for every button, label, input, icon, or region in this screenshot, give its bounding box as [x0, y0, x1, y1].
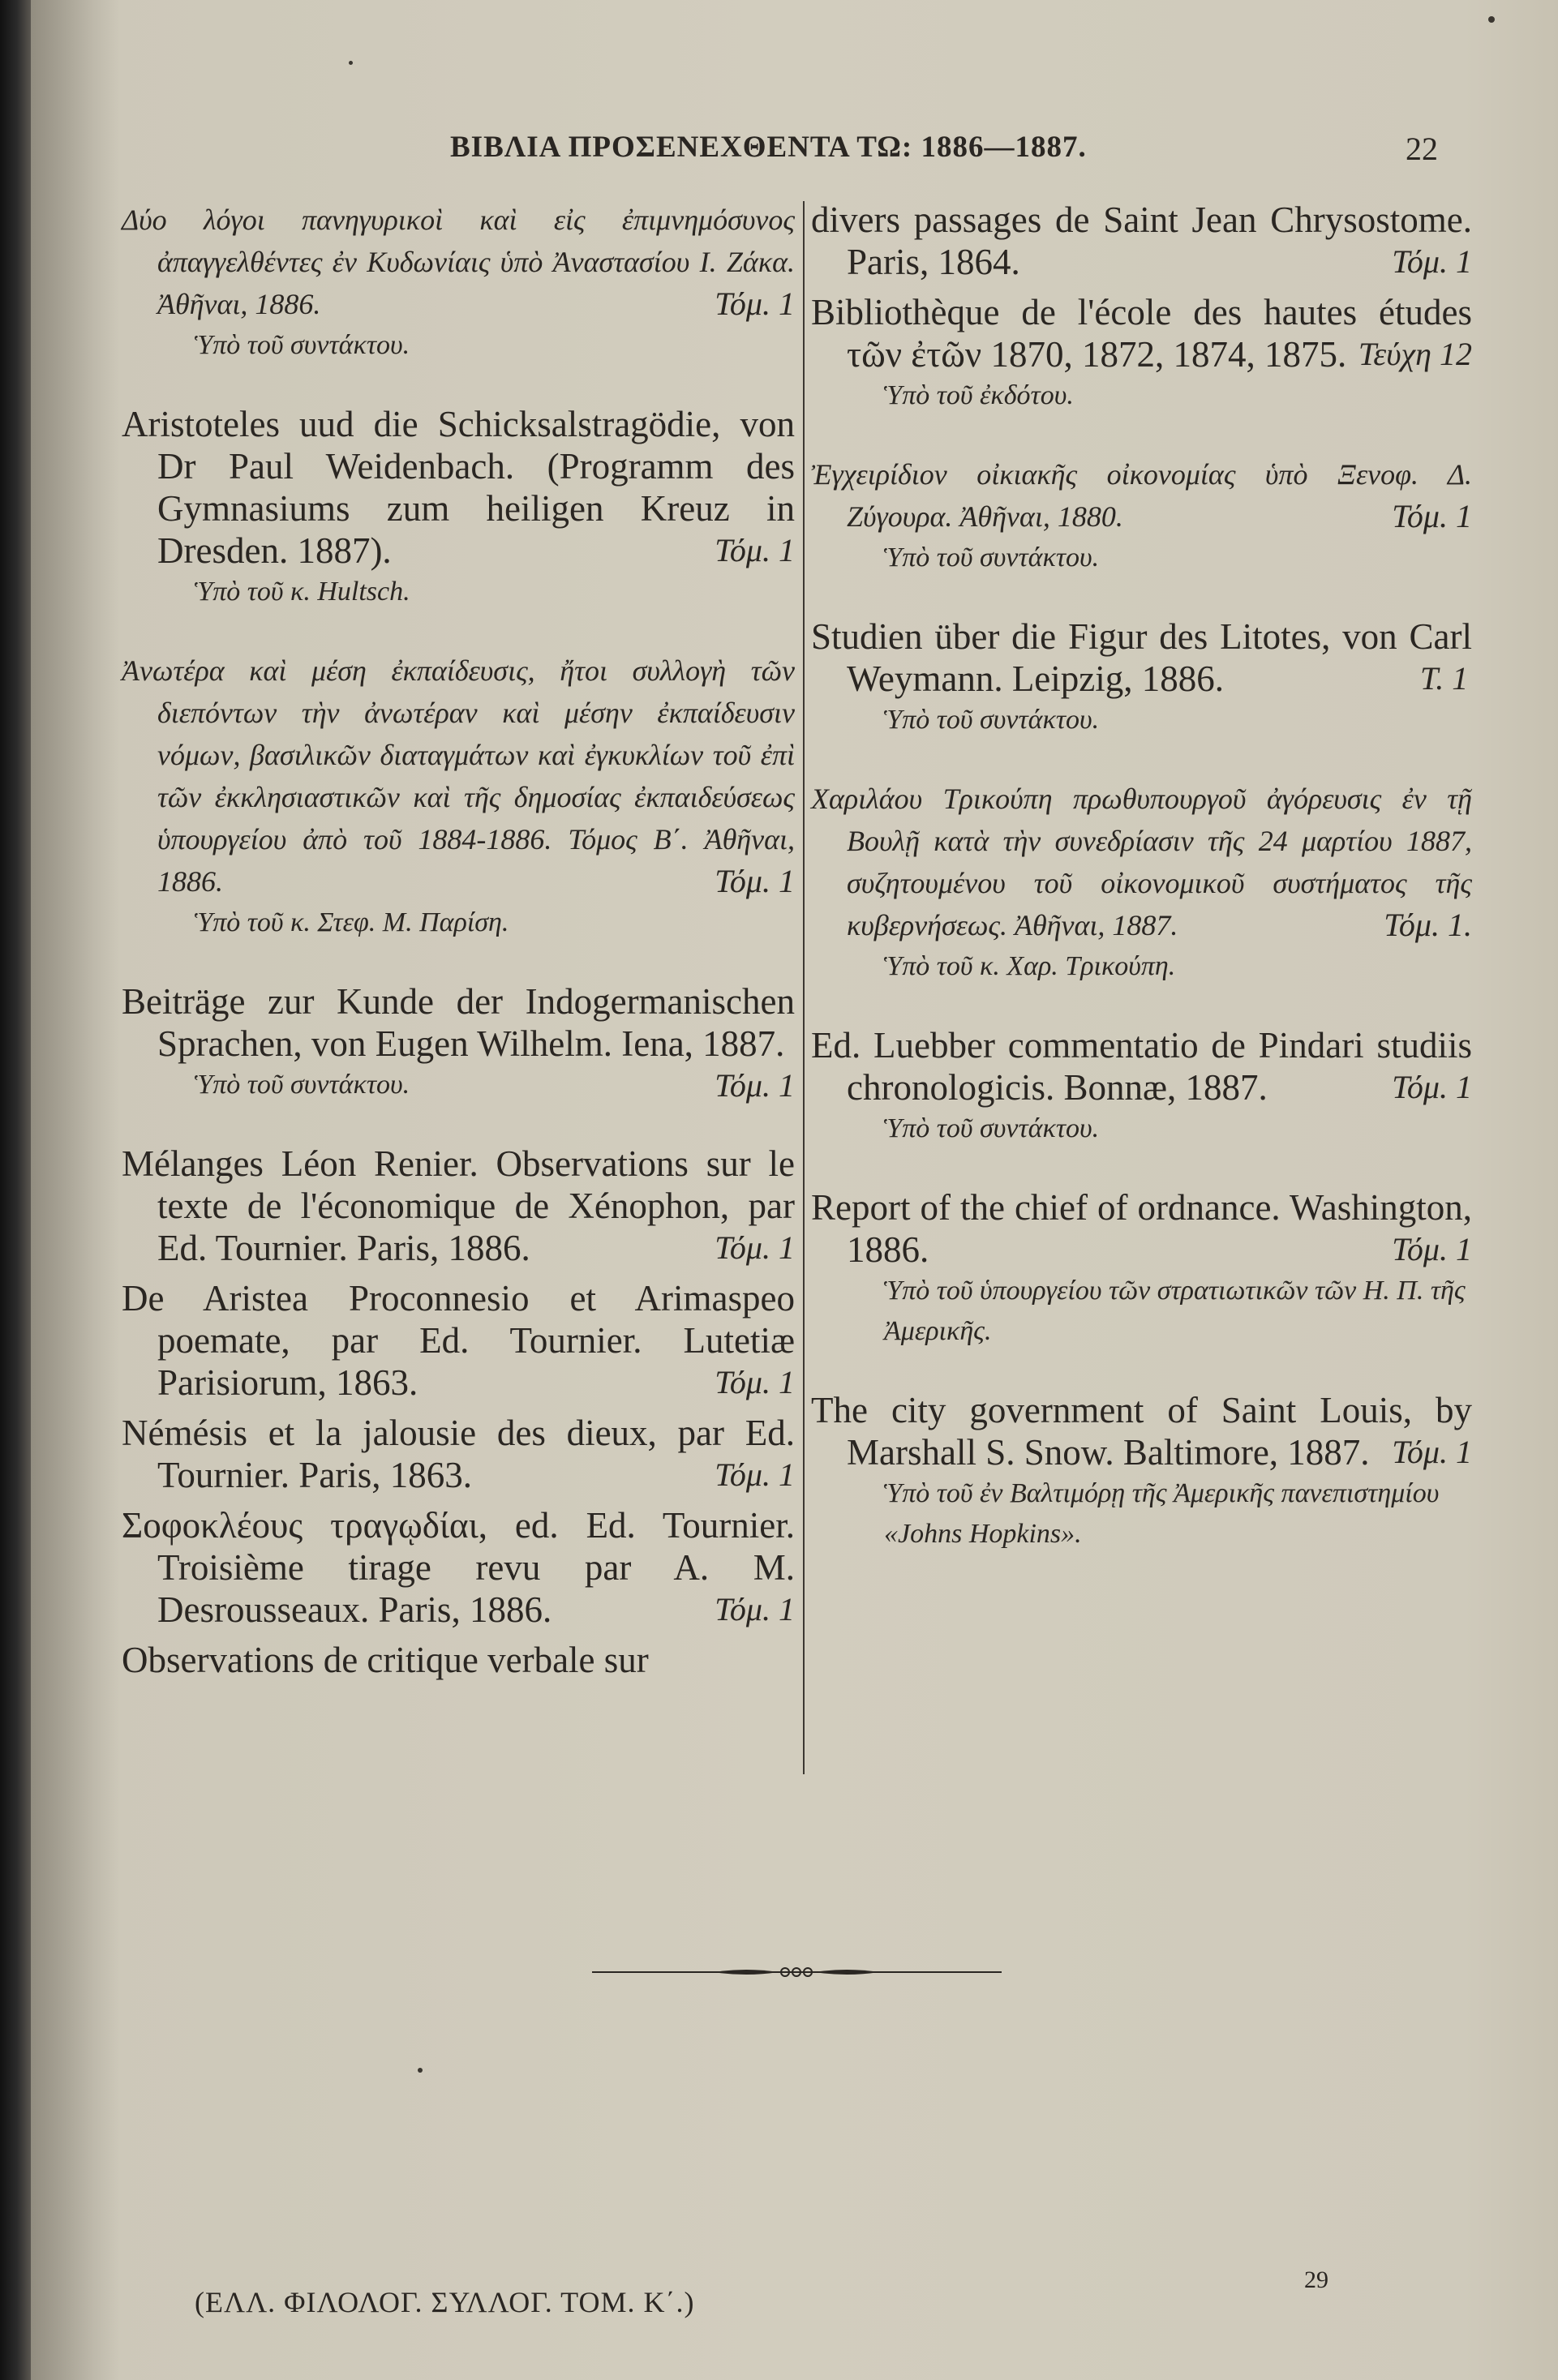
entry-title-text: Δύο λόγοι πανηγυρικοὶ καὶ εἰς ἐπιμνημόσυνος ἀπαγγελθέντες ἐν Κυδωνίαις ὑπὸ Ἀναστασίου Ι. Ζάκα. Ἀθῆναι, 1886. [122, 204, 795, 320]
entry-title [811, 778, 1472, 946]
entry-title-text: Beiträge zur Kunde der Indogermanischen Sprachen, von Eugen Wilhelm. Iena, 1887. [122, 981, 795, 1064]
entry-volume: Τόμ. 1 [715, 863, 795, 899]
entry-title [122, 1639, 795, 1681]
book-spine-shadow [0, 0, 31, 2380]
entry-title-text: Bibliothèque de l'école des hautes études τῶν ἐτῶν 1870, 1872, 1874, 1875. [811, 292, 1472, 375]
entry-spacer [122, 1105, 795, 1143]
catalog-entry [122, 1143, 795, 1269]
entry-title [122, 1277, 795, 1404]
entry-volume: Τόμ. 1 [715, 1456, 795, 1493]
entry-volume: Τόμ. 1 [715, 1067, 795, 1104]
footer-signature-number: 29 [1304, 2266, 1328, 2293]
entry-donor: Ὑπὸ τοῦ κ. Χαρ. Τρικούπη. [884, 951, 1176, 981]
paper-speck [349, 61, 353, 65]
running-header [0, 130, 1558, 178]
entry-title [811, 1186, 1472, 1271]
entry-volume: Τεύχη 12 [1358, 336, 1472, 372]
entry-title [122, 1143, 795, 1269]
entry-donor: Ὑπὸ τοῦ κ. Στεφ. Μ. Παρίση. [195, 907, 509, 937]
catalog-entry [122, 1639, 795, 1681]
entry-title [122, 1412, 795, 1496]
gutter-shadow [31, 0, 120, 2380]
entry-spacer [811, 1149, 1472, 1186]
entry-donor: Ὑπὸ τοῦ συντάκτου. [884, 705, 1100, 735]
entry-spacer [811, 578, 1472, 615]
entry-donor: Ὑπὸ τοῦ συντάκτου. [195, 1070, 410, 1100]
section-ornament [592, 1966, 1002, 1978]
paper-speck [418, 2068, 423, 2073]
entry-title-text: Observations de critique verbale sur [122, 1640, 649, 1680]
entry-title-text: Χαριλάου Τρικούπη πρωθυπουργοῦ ἀγόρευσις ἐν τῇ Βουλῇ κατὰ τὴν συνεδρίασιν τῆς 24 μαρτίου 1887, συζητουμένου τοῦ οἰκονομικοῦ συστήματος τῆς κυβερνήσεως. Ἀθῆναι, 1887. [811, 783, 1472, 941]
catalog-entry [811, 1186, 1472, 1352]
entry-volume: Τόμ. 1. [1384, 907, 1472, 943]
entry-spacer [122, 1404, 795, 1412]
entry-title-text: Σοφοκλέους τραγῳδίαι, ed. Ed. Tournier. Troisième tirage revu par A. M. Desrousseaux. Paris, 1886. [122, 1505, 795, 1630]
page-number: 22 [1406, 131, 1438, 167]
entry-volume: Τόμ. 1 [715, 1229, 795, 1266]
catalog-entry [811, 291, 1472, 416]
entry-title [122, 403, 795, 572]
footer-signature-note: (ΕΛΛ. ΦΙΛΟΛΟΓ. ΣΥΛΛΟΓ. ΤΟΜ. Κ΄.) [195, 2286, 695, 2318]
entry-volume: Τόμ. 1 [1392, 498, 1472, 534]
entry-donor: Ὑπὸ τοῦ ἐν Βαλτιμόρῃ τῆς Ἀμερικῆς πανεπιστημίου «Johns Hopkins». [884, 1478, 1440, 1549]
catalog-entry [122, 199, 795, 366]
paper-speck [1488, 16, 1495, 23]
catalog-entry [122, 1504, 795, 1631]
catalog-entry [122, 980, 795, 1105]
entry-title-text: Némésis et la jalousie des dieux, par Ed. Tournier. Paris, 1863. [122, 1413, 795, 1495]
entry-title [122, 1504, 795, 1631]
entry-title [811, 1024, 1472, 1109]
entry-spacer [811, 740, 1472, 778]
entry-title [811, 1389, 1472, 1473]
entry-spacer [122, 943, 795, 980]
entry-volume: Τόμ. 1 [1392, 1231, 1472, 1267]
entry-title-text: The city government of Saint Louis, by Marshall S. Snow. Baltimore, 1887. [811, 1390, 1472, 1473]
entry-donor: Ὑπὸ τοῦ ὑπουργείου τῶν στρατιωτικῶν τῶν Η. Π. τῆς Ἀμερικῆς. [884, 1276, 1466, 1346]
entry-title-text: divers passages de Saint Jean Chrysostome. Paris, 1864. [811, 199, 1472, 282]
entry-donor: Ὑπὸ τοῦ συντάκτου. [884, 542, 1100, 572]
header-title: ΒΙΒΛΙΑ ΠΡΟΣΕΝΕΧΘΕΝΤΑ ΤΩ: 1886—1887. [450, 131, 1087, 164]
column-divider [803, 201, 805, 1774]
catalog-entry [811, 778, 1472, 987]
entry-spacer [122, 1269, 795, 1277]
entry-title-text: Ἐγχειρίδιον οἰκιακῆς οἰκονομίας ὑπὸ Ξενοφ. Δ. Ζύγουρα. Ἀθῆναι, 1880. [811, 458, 1472, 533]
entry-title [122, 650, 795, 903]
entry-volume: Τ. 1 [1420, 660, 1469, 697]
entry-donor: Ὑπὸ τοῦ συντάκτου. [195, 330, 410, 360]
entry-title [811, 615, 1472, 700]
entry-title [122, 199, 795, 325]
entry-donor: Ὑπὸ τοῦ κ. Hultsch. [195, 577, 410, 607]
catalog-entry [122, 1277, 795, 1404]
catalog-entry [122, 650, 795, 943]
catalog-entry [811, 453, 1472, 578]
entry-title-text: Report of the chief of ordnance. Washington, 1886. [811, 1187, 1472, 1270]
entry-title [811, 453, 1472, 538]
entry-volume: Τόμ. 1 [1392, 1434, 1472, 1470]
entry-volume: Τόμ. 1 [715, 1591, 795, 1627]
entry-title-text: Mélanges Léon Renier. Observations sur le texte de l'économique de Xénophon, par Ed. Tournier. Paris, 1886. [122, 1143, 795, 1268]
entry-volume: Τόμ. 1 [715, 1364, 795, 1400]
entry-volume: Τόμ. 1 [1392, 1069, 1472, 1105]
entry-title [811, 291, 1472, 375]
entry-title-text: Studien über die Figur des Litotes, von Carl Weymann. Leipzig, 1886. [811, 616, 1472, 699]
entry-title-text: Ed. Luebber commentatio de Pindari studiis chronologicis. Bonnæ, 1887. [811, 1025, 1472, 1108]
entry-spacer [122, 1496, 795, 1504]
entry-volume: Τόμ. 1 [715, 532, 795, 568]
entry-spacer [122, 1631, 795, 1639]
entry-spacer [122, 1681, 795, 1689]
entry-title-text: Ἀνωτέρα καὶ μέση ἐκπαίδευσις, ἤτοι συλλογὴ τῶν διεπόντων τὴν ἀνωτέραν καὶ μέσην ἐκπαίδευσιν νόμων, βασιλικῶν διαταγμάτων καὶ ἐγκυκλίων τοῦ ἐπὶ τῶν ἐκκλησιαστικῶν καὶ τῆς δημοσίας ἐκπαιδεύσεως ὑπουργείου ἀπὸ τοῦ 1884-1886. Τόμος Β΄. Ἀθῆναι, 1886. [122, 654, 795, 898]
entry-donor: Ὑπὸ τοῦ ἐκδότου. [884, 380, 1074, 410]
entry-title [811, 199, 1472, 283]
left-column [122, 199, 795, 1689]
entry-spacer [811, 1555, 1472, 1592]
right-column [811, 199, 1472, 1592]
catalog-entry [811, 615, 1472, 740]
entry-spacer [811, 1352, 1472, 1389]
entry-spacer [811, 416, 1472, 453]
catalog-entry [122, 1412, 795, 1496]
catalog-entry [122, 403, 795, 612]
catalog-entry [811, 1024, 1472, 1149]
entry-spacer [811, 987, 1472, 1024]
entry-title-text: De Aristea Proconnesio et Arimaspeo poemate, par Ed. Tournier. Lutetiæ Parisiorum, 1863. [122, 1278, 795, 1403]
entry-volume: Τόμ. 1 [715, 285, 795, 322]
entry-spacer [122, 366, 795, 403]
entry-spacer [811, 283, 1472, 291]
entry-spacer [122, 612, 795, 650]
entry-title-text: Aristoteles uud die Schicksalstragödie, von Dr Paul Weidenbach. (Programm des Gymnasiums zum heiligen Kreuz in Dresden. 1887). [122, 404, 795, 571]
catalog-entry [811, 199, 1472, 283]
entry-donor: Ὑπὸ τοῦ συντάκτου. [884, 1113, 1100, 1143]
catalog-entry [811, 1389, 1472, 1555]
entry-volume: Τόμ. 1 [1392, 243, 1472, 280]
